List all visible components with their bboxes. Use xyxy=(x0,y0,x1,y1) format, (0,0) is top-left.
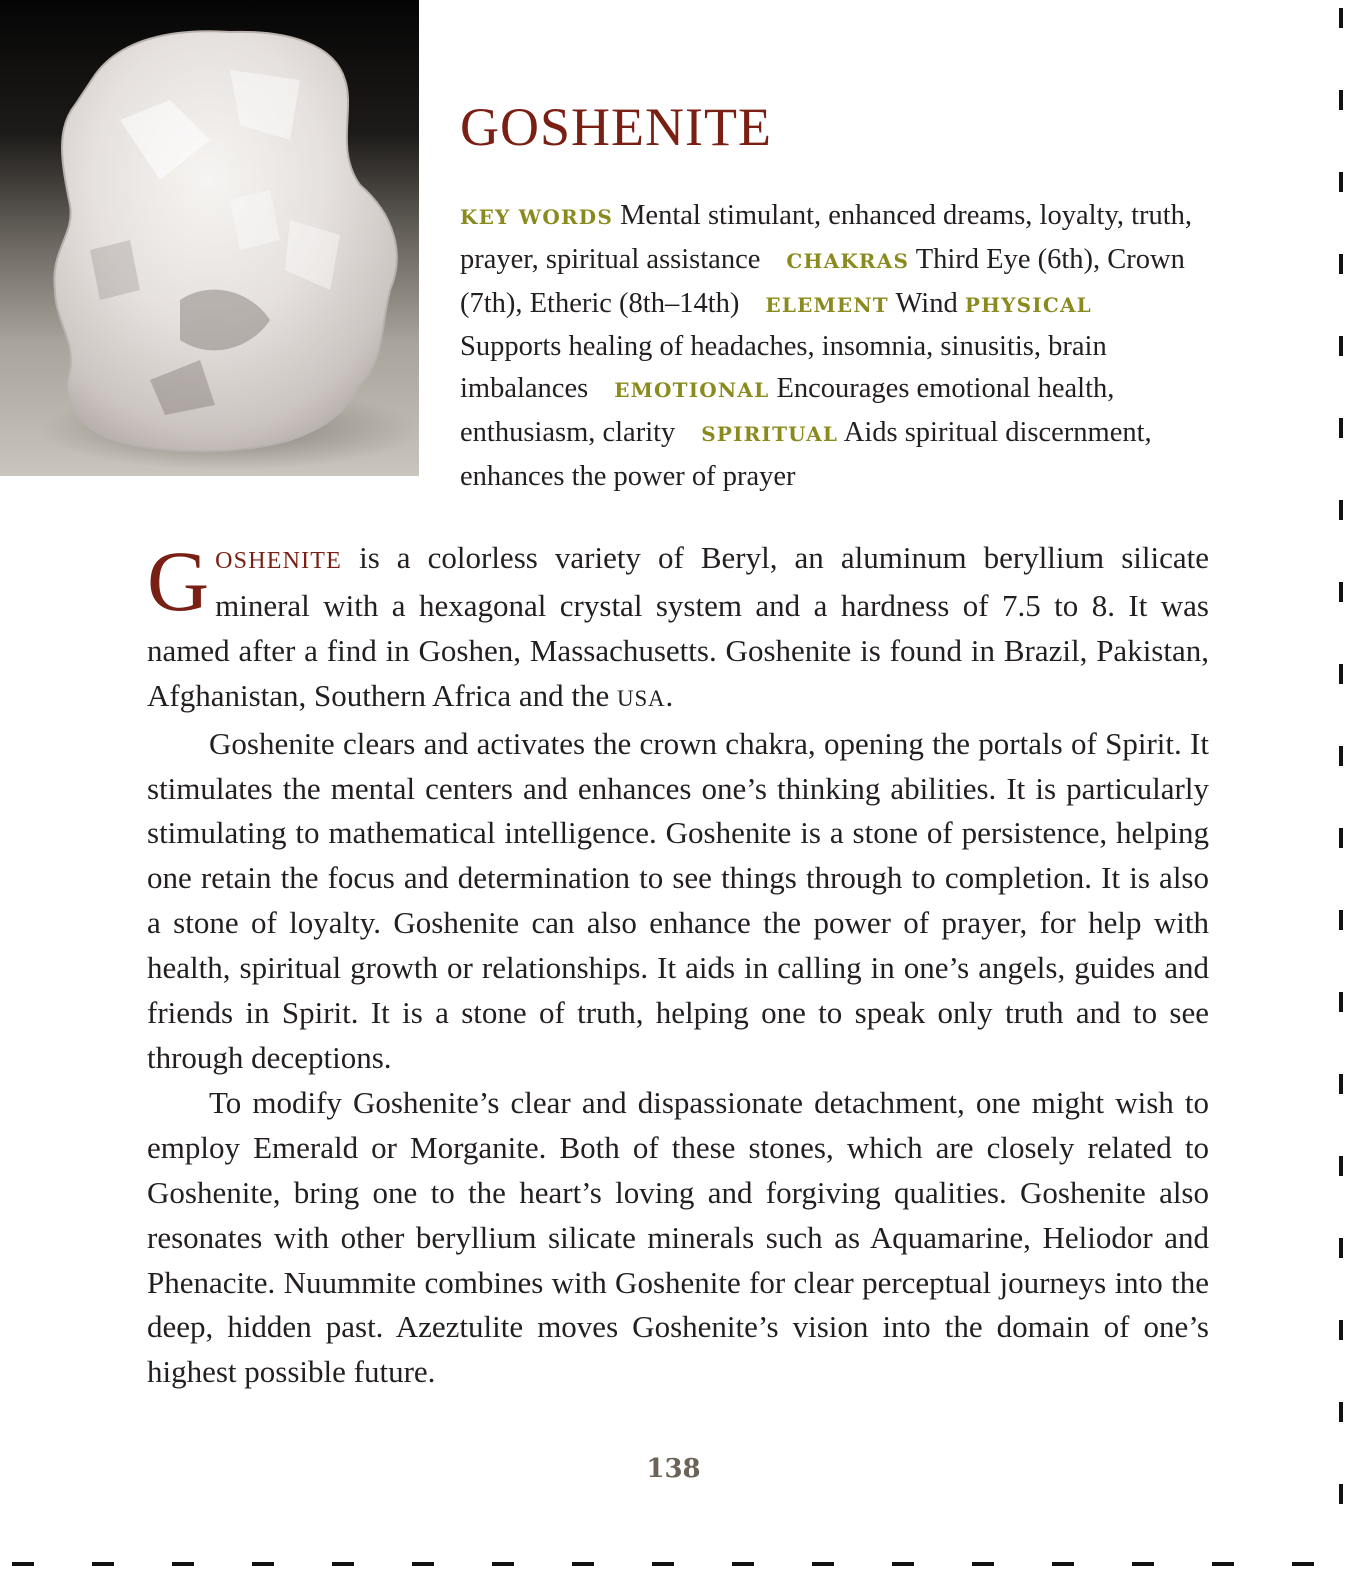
element-value: Wind xyxy=(895,287,958,319)
element-label: ELEMENT xyxy=(765,292,889,317)
page-number: 138 xyxy=(646,1454,701,1484)
usa-abbr: USA xyxy=(617,685,666,711)
drop-cap: G xyxy=(147,533,210,629)
crop-marks-right xyxy=(1339,0,1343,1572)
article-body xyxy=(147,533,1209,1395)
paragraph-3: To modify Goshenite’s clear and dispassionate detachment, one might wish to employ Emerald or Morganite. Both of these stones, which are closely related to Goshenite, bring one to the heart’s loving and forgiving qualities. Goshenite also resonates with other beryllium silicate minerals such as Aquamarine, Heliodor and Phenacite. Nuummite combines with Goshenite for clear perceptual journeys into the deep, hidden past. Azeztulite moves Goshenite’s vision into the domain of one’s highest possible future. xyxy=(147,1084,1209,1390)
spiritual-label: SPIRITUAL xyxy=(701,421,839,446)
physical-label: PHYSICAL xyxy=(964,292,1092,317)
chakras-label: CHAKRAS xyxy=(786,248,910,273)
paragraph-1 xyxy=(147,533,1209,722)
lead-in: OSHENITE xyxy=(215,548,343,574)
key-words-value: Mental stimulant, enhanced dreams, loyalty, truth, prayer, spiritual assistance xyxy=(460,200,1193,275)
emotional-label: EMOTIONAL xyxy=(614,378,770,403)
crop-marks-bottom xyxy=(0,1562,1347,1566)
properties-block xyxy=(460,195,1200,498)
paragraph-2: Goshenite clears and activates the crown chakra, opening the portals of Spirit. It stimulates the mental centers and enhances one’s thinking abilities. It is particularly stimulating to mathematical intelligence. Goshenite is a stone of persistence, helping one retain the focus and determination to see things through to completion. It is also a stone of loyalty. Goshenite can also enhance the power of prayer, for help with health, spiritual growth or relationships. It aids in calling in one’s angels, guides and friends in Spirit. It is a stone of truth, helping one to speak only truth and to see through deceptions. xyxy=(147,725,1209,1075)
chakras-value: Third Eye (6th), Crown (7th), Etheric (8th–14th) xyxy=(460,243,1185,319)
paragraph-1-end: . xyxy=(665,677,674,713)
physical-value: Supports healing of headaches, insomnia, sinusitis, brain imbalances xyxy=(460,331,1107,405)
goshenite-crystal-photo xyxy=(0,0,419,476)
page-title: GOSHENITE xyxy=(460,97,772,157)
spiritual-value: Aids spiritual discernment, enhances the power of prayer xyxy=(460,416,1152,492)
paragraph-1-text: is a colorless variety of Beryl, an aluminum beryllium silicate mineral with a hexagonal crystal system and a hardness of 7.5 to 8. It was named after a find in Goshen, Massachusetts. Goshenite is found in Brazil, Pakistan, Afghanistan, Southern Africa and the xyxy=(147,540,1209,713)
emotional-value: Encourages emotional health, enthusiasm, clarity xyxy=(460,373,1115,448)
key-words-label: KEY WORDS xyxy=(460,205,613,229)
